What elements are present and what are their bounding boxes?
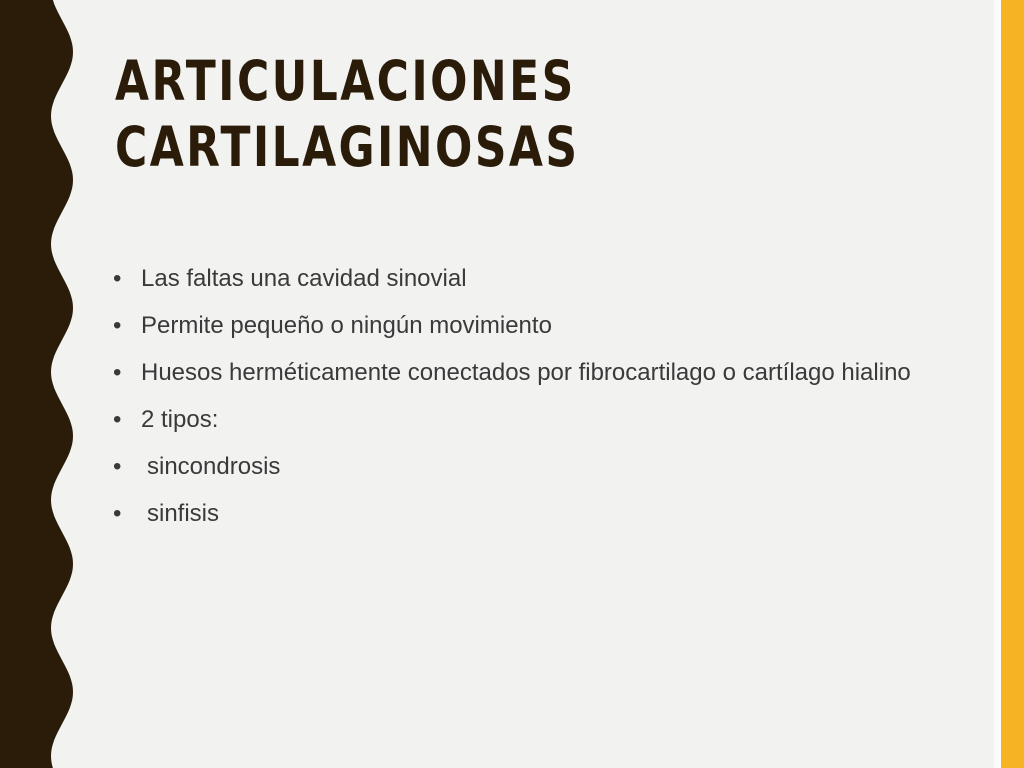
- bullet-text: Las faltas una cavidad sinovial: [141, 265, 467, 292]
- bullet-text: 2 tipos:: [141, 406, 219, 433]
- bullet-item: [113, 309, 913, 343]
- bullet-dot: •: [113, 312, 122, 339]
- wavy-left-border: [0, 0, 90, 768]
- right-edge-strip: [994, 0, 1001, 768]
- bullet-item: [113, 497, 913, 531]
- bullet-list: [113, 262, 913, 544]
- bullet-dot: •: [113, 453, 122, 480]
- right-accent-bar: [1001, 0, 1024, 768]
- bullet-text: sinfisis: [147, 500, 220, 527]
- title-line-2: CARTILAGINOSAS: [115, 115, 580, 179]
- title-line-1: ARTICULACIONES: [115, 49, 576, 113]
- bullet-dot: •: [113, 406, 122, 433]
- bullet-dot: •: [113, 359, 122, 386]
- bullet-text: Permite pequeño o ningún movimiento: [141, 312, 552, 339]
- bullet-item: [113, 403, 913, 437]
- wavy-left-shape: [0, 0, 73, 768]
- bullet-text: sincondrosis: [147, 453, 281, 480]
- bullet-dot: •: [113, 265, 122, 292]
- bullet-item: [113, 356, 913, 390]
- bullet-item: [113, 262, 913, 296]
- bullet-item: [113, 450, 913, 484]
- slide-title: [115, 48, 803, 180]
- bullet-dot: •: [113, 500, 122, 527]
- bullet-text: Huesos herméticamente conectados por fibrocartilago o cartílago hialino: [141, 359, 911, 386]
